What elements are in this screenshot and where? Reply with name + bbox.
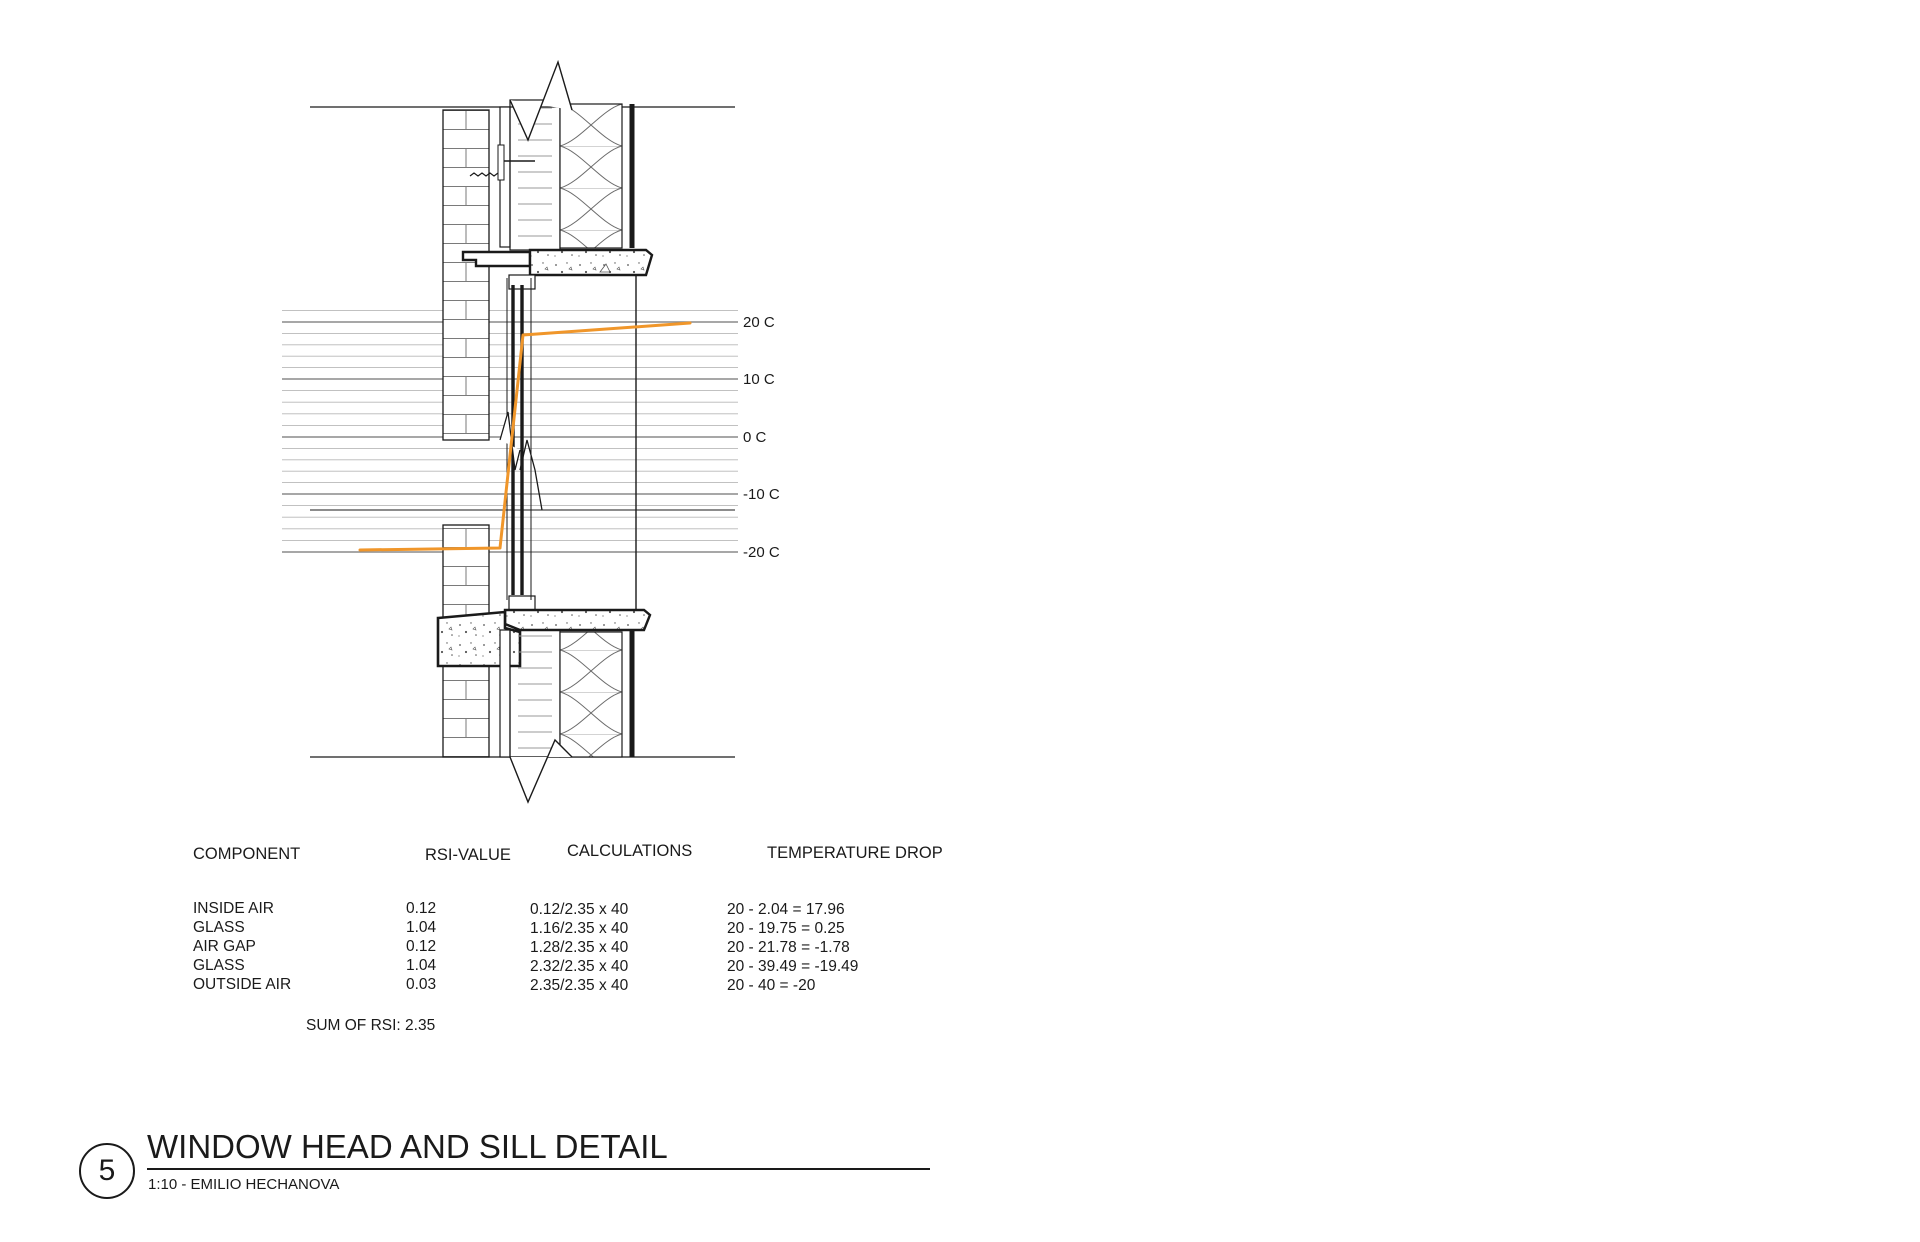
row-rsi: 1.04 <box>406 919 437 936</box>
detail-number: 5 <box>98 1154 116 1187</box>
insulation-lower <box>560 632 622 757</box>
row-component: INSIDE AIR <box>193 900 274 917</box>
row-calculation: 1.16/2.35 x 40 <box>530 920 629 937</box>
detail-title: WINDOW HEAD AND SILL DETAIL <box>147 1128 668 1165</box>
header-component: COMPONENT <box>193 845 301 863</box>
sheathing-lower <box>500 630 510 757</box>
temp-label-20c: 20 C <box>743 314 775 331</box>
row-component: GLASS <box>193 957 245 974</box>
row-rsi: 1.04 <box>406 957 437 974</box>
row-temperature-drop: 20 - 21.78 = -1.78 <box>727 939 850 956</box>
stud-lower <box>510 630 560 757</box>
brick-veneer-upper <box>443 110 489 440</box>
row-calculation: 1.28/2.35 x 40 <box>530 939 629 956</box>
row-temperature-drop: 20 - 2.04 = 17.96 <box>727 901 845 918</box>
header-calculations: CALCULATIONS <box>567 842 693 860</box>
row-calculation: 2.32/2.35 x 40 <box>530 958 629 975</box>
row-component: AIR GAP <box>193 938 256 955</box>
detail-number-badge <box>79 1143 135 1199</box>
row-rsi: 0.12 <box>406 900 437 917</box>
temp-label-minus10c: -10 C <box>743 486 780 503</box>
row-temperature-drop: 20 - 39.49 = -19.49 <box>727 958 859 975</box>
header-temperature-drop: TEMPERATURE DROP <box>767 844 943 862</box>
row-calculation: 0.12/2.35 x 40 <box>530 901 629 918</box>
header-rsi-value: RSI-VALUE <box>425 846 511 864</box>
row-temperature-drop: 20 - 40 = -20 <box>727 977 816 994</box>
row-component: GLASS <box>193 919 245 936</box>
row-rsi: 0.12 <box>406 938 437 955</box>
row-temperature-drop: 20 - 19.75 = 0.25 <box>727 920 845 937</box>
row-calculation: 2.35/2.35 x 40 <box>530 977 629 994</box>
detail-subtitle: 1:10 - EMILIO HECHANOVA <box>148 1176 340 1193</box>
sum-of-rsi: SUM OF RSI: 2.35 <box>306 1017 436 1034</box>
temp-label-0c: 0 C <box>743 429 767 446</box>
row-component: OUTSIDE AIR <box>193 976 292 993</box>
anchor-plate <box>498 145 504 180</box>
temp-label-10c: 10 C <box>743 371 775 388</box>
row-rsi: 0.03 <box>406 976 437 993</box>
sill-concrete <box>505 610 650 630</box>
insulation-upper <box>560 104 622 248</box>
head-concrete-lintel <box>530 250 652 275</box>
title-underline <box>147 1168 930 1170</box>
temp-label-minus20c: -20 C <box>743 544 780 561</box>
